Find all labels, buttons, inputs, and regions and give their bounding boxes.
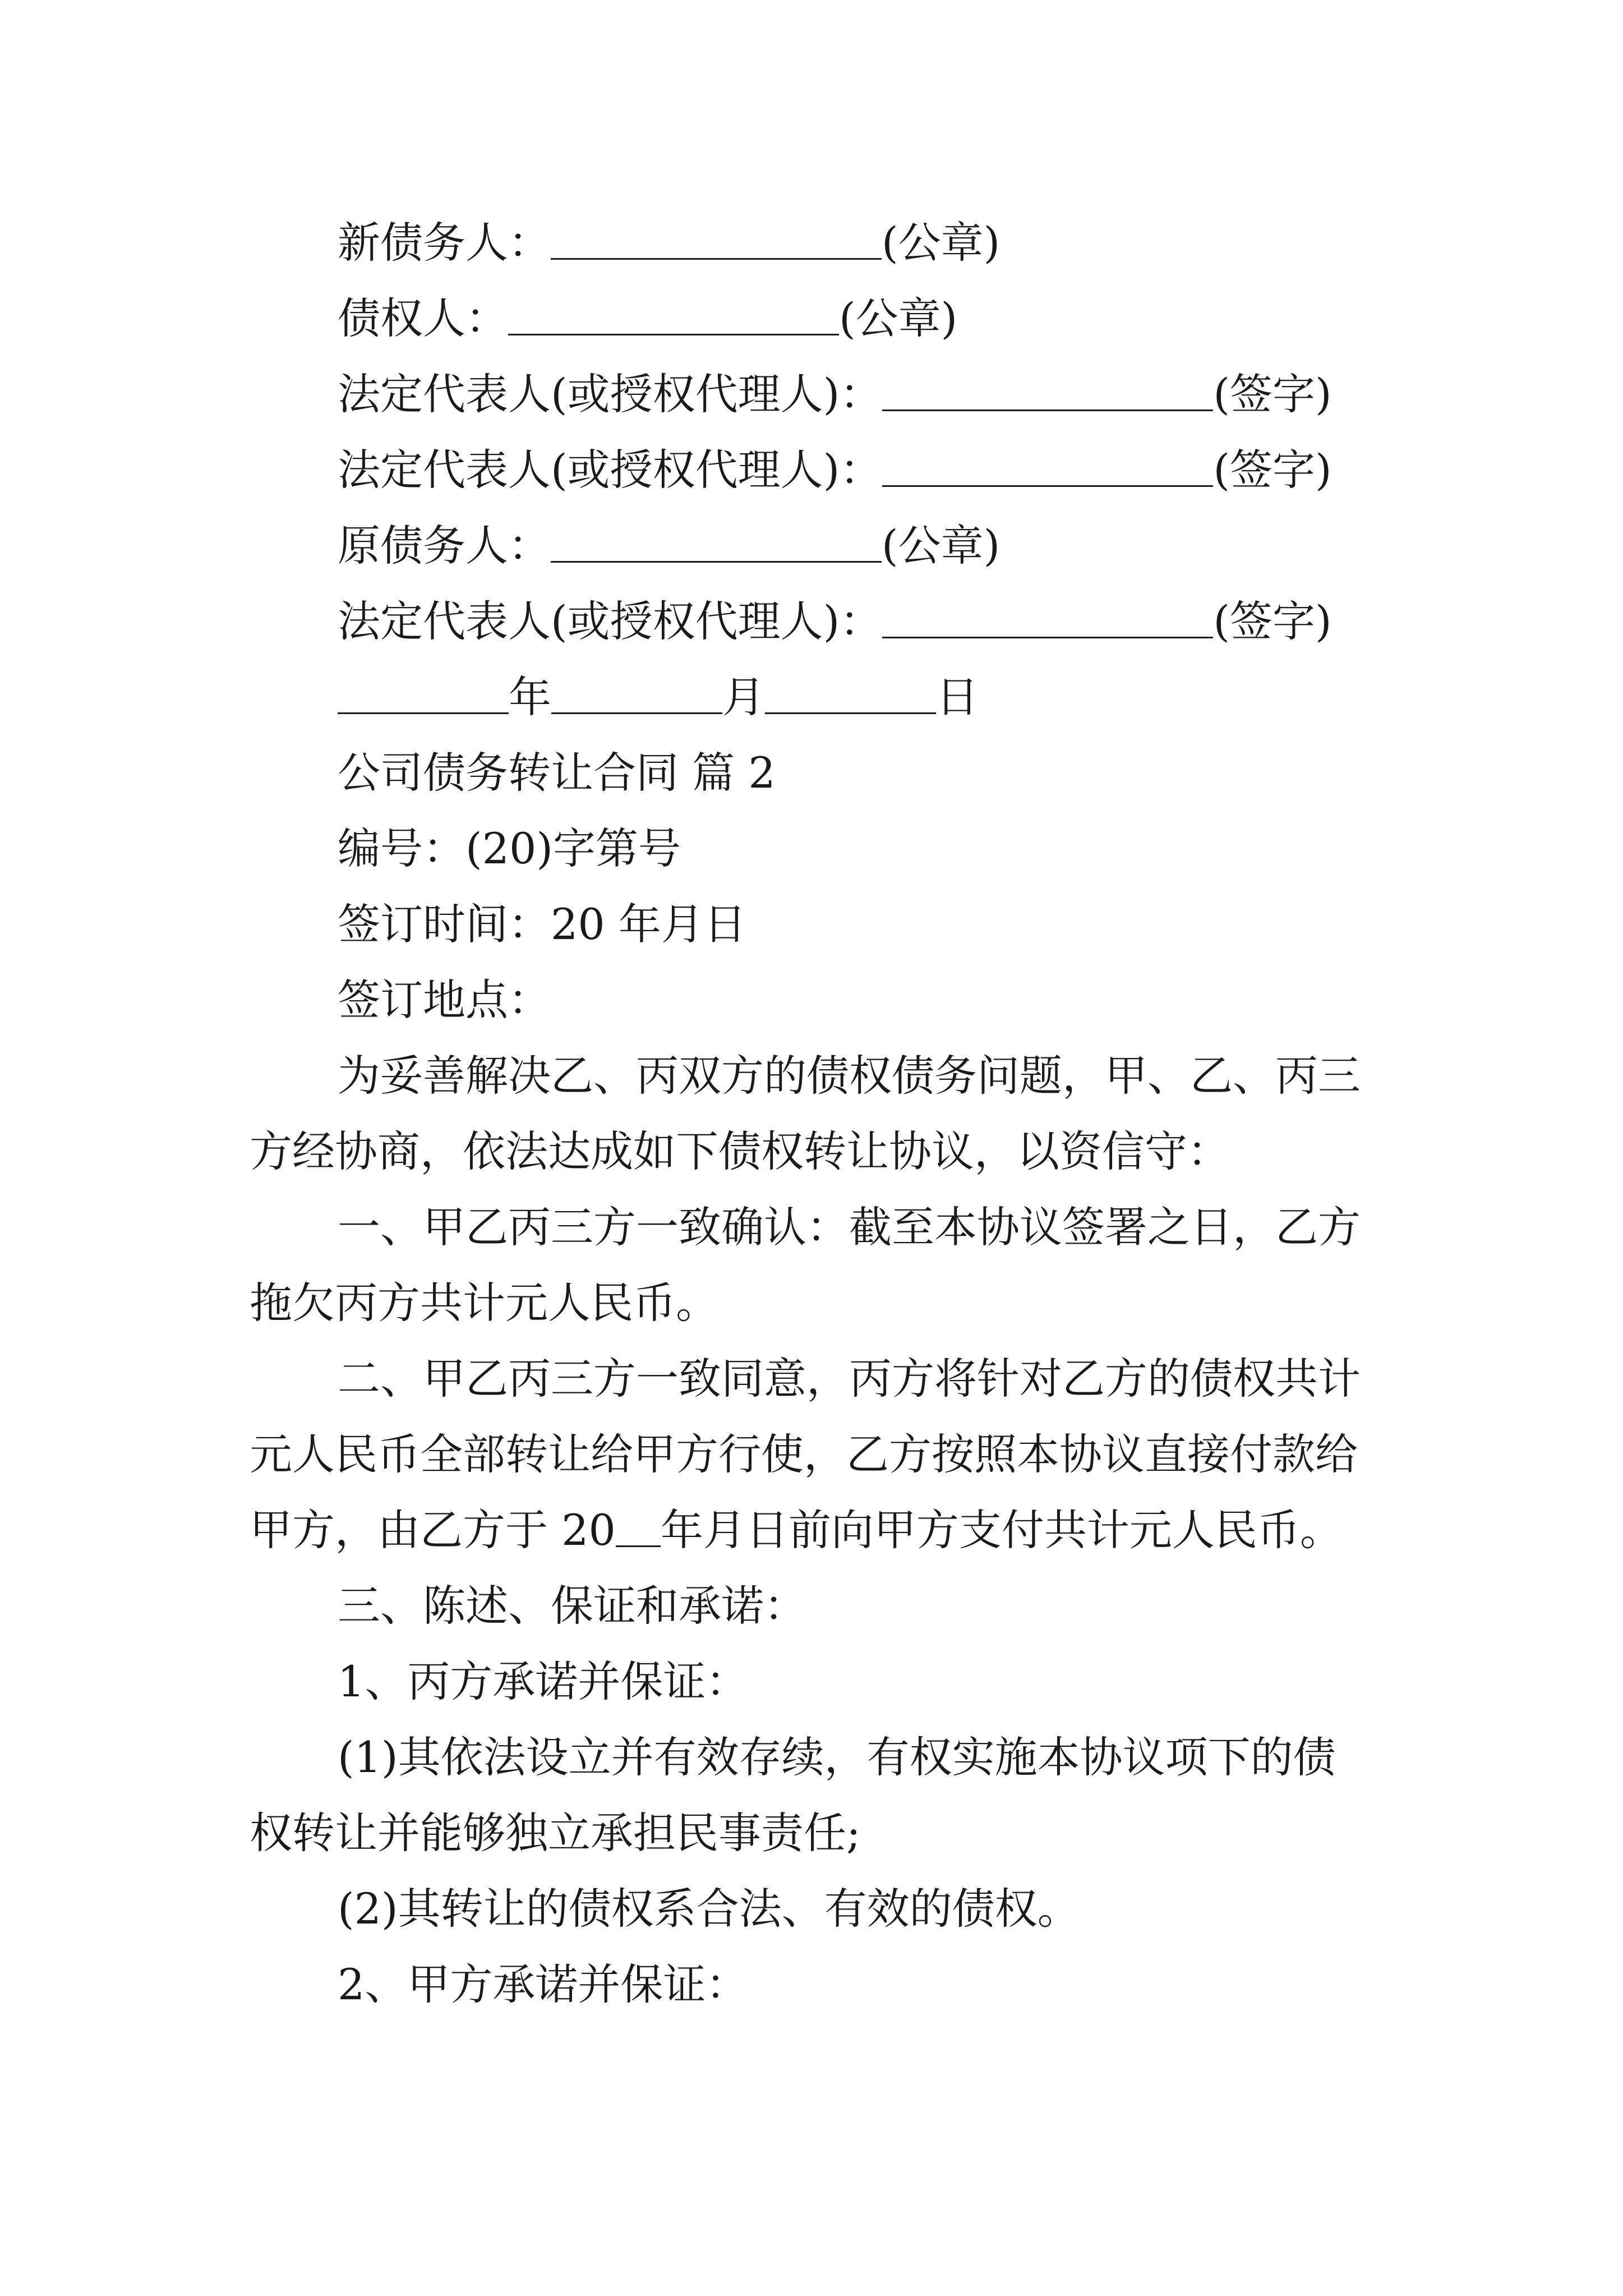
clause-3-heading: 三、陈述、保证和承诺： — [338, 1581, 806, 1631]
clause-2-line-2: 元人民币全部转让给甲方行使，乙方按照本协议直接付款给 — [250, 1429, 1358, 1479]
signature-label: 债权人： — [338, 293, 508, 343]
clause-3-1-1-line-1: (1)其依法设立并有效存续，有权实施本协议项下的债 — [338, 1732, 1336, 1782]
signature-label: 法定代表人(或授权代理人)： — [338, 369, 883, 419]
contract-number: 编号：(20)字第号 — [338, 823, 681, 873]
signature-label: 法定代表人(或授权代理人)： — [338, 596, 883, 646]
year-label: 年 — [509, 672, 551, 722]
signature-suffix: (公章) — [882, 521, 1000, 570]
signature-line-legal-rep-1 — [338, 369, 1332, 419]
day-label: 日 — [936, 672, 979, 722]
clause-3-1-1-line-2: 权转让并能够独立承担民事责任; — [250, 1808, 861, 1858]
clause-2-line-3 — [250, 1505, 1343, 1555]
date-line — [338, 672, 979, 722]
signature-suffix: (签字) — [1213, 596, 1332, 646]
intro-paragraph-line-1: 为妥善解决乙、丙双方的债权债务问题，甲、乙、丙三 — [338, 1051, 1361, 1101]
clause-3-2-heading: 2、甲方承诺并保证： — [338, 1959, 749, 2009]
month-blank — [551, 678, 722, 714]
day-blank — [765, 678, 936, 714]
clause-1-line-2: 拖欠丙方共计元人民币。 — [250, 1278, 718, 1328]
signature-suffix: (公章) — [882, 218, 1000, 268]
clause-2-line-3-start: 甲方，由乙方于 20 — [250, 1505, 616, 1555]
month-label: 月 — [722, 672, 765, 722]
sign-time: 签订时间：20 年月日 — [338, 899, 746, 949]
year-blank-inline — [616, 1511, 661, 1547]
signature-blank — [882, 375, 1213, 411]
intro-paragraph-line-2: 方经协商，依法达成如下债权转让协议，以资信守： — [250, 1126, 1230, 1176]
signature-blank — [551, 527, 882, 563]
clause-3-1-2: (2)其转让的债权系合法、有效的债权。 — [338, 1884, 1080, 1934]
signature-suffix: (签字) — [1213, 369, 1332, 419]
signature-blank — [508, 300, 839, 335]
clause-1-line-1: 一、甲乙丙三方一致确认：截至本协议签署之日，乙方 — [338, 1202, 1361, 1252]
year-blank — [338, 678, 509, 714]
signature-line-legal-rep-2 — [338, 445, 1332, 495]
signature-blank — [882, 602, 1213, 638]
signature-label: 原债务人： — [338, 521, 551, 570]
signature-suffix: (公章) — [839, 293, 958, 343]
sign-place: 签订地点： — [338, 975, 551, 1025]
signature-line-new-debtor — [338, 218, 1000, 268]
signature-label: 法定代表人(或授权代理人)： — [338, 445, 883, 495]
signature-line-creditor — [338, 293, 958, 343]
signature-blank — [551, 224, 882, 260]
signature-line-original-debtor — [338, 521, 1000, 570]
signature-suffix: (签字) — [1213, 445, 1332, 495]
clause-2-line-3-end: 年月日前向甲方支付共计元人民币。 — [660, 1505, 1343, 1555]
signature-blank — [882, 451, 1213, 487]
clause-3-1-heading: 1、丙方承诺并保证： — [338, 1657, 749, 1706]
signature-label: 新债务人： — [338, 218, 551, 268]
clause-2-line-1: 二、甲乙丙三方一致同意，丙方将针对乙方的债权共计 — [338, 1354, 1361, 1404]
section-title: 公司债务转让合同 篇 2 — [338, 748, 776, 798]
signature-line-legal-rep-3 — [338, 596, 1332, 646]
